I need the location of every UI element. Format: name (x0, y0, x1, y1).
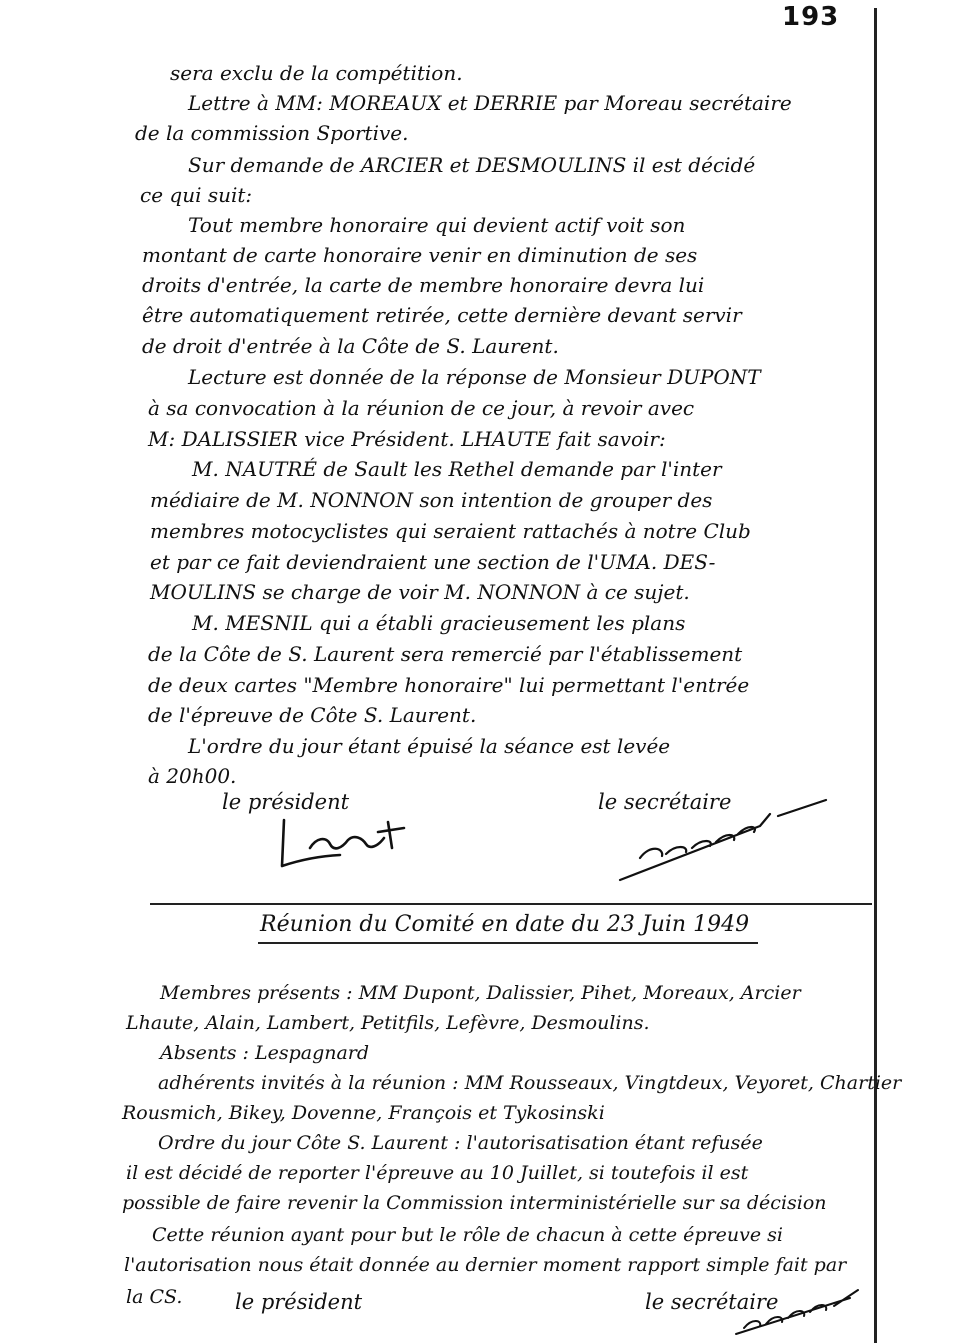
text-line: l'autorisation nous était donnée au dernier moment rapport simple fait par (124, 1254, 847, 1276)
text-line: Ordre du jour Côte S. Laurent : l'autorisatisation étant refusée (158, 1132, 763, 1154)
text-line: Sur demande de ARCIER et DESMOULINS il est décidé (188, 153, 756, 177)
secretary-label-lower: le secrétaire (645, 1290, 779, 1314)
text-line: possible de faire revenir la Commission interministérielle sur sa décision (122, 1192, 827, 1214)
text-line: et par ce fait deviendraient une section de l'UMA. DES- (150, 550, 716, 574)
text-line: de la commission Sportive. (135, 121, 409, 145)
text-line: Lecture est donnée de la réponse de Monsieur DUPONT (188, 365, 761, 389)
title-underline (258, 942, 758, 944)
text-line: montant de carte honoraire venir en diminution de ses (142, 243, 698, 267)
margin-rule (874, 8, 877, 1343)
text-line: à sa convocation à la réunion de ce jour, à revoir avec (148, 396, 695, 420)
text-line: Rousmich, Bikey, Dovenne, François et Tykosinski (122, 1102, 605, 1124)
page-number: 193 (782, 2, 840, 32)
text-line: Membres présents : MM Dupont, Dalissier, Pihet, Moreaux, Arcier (160, 982, 801, 1004)
text-line: Cette réunion ayant pour but le rôle de chacun à cette épreuve si (152, 1224, 783, 1246)
text-line: la CS. (126, 1286, 183, 1308)
text-line: de la Côte de S. Laurent sera remercié par l'établissement (148, 642, 743, 666)
president-label: le président (222, 790, 350, 814)
text-line: Lettre à MM: MOREAUX et DERRIE par Moreau secrétaire (188, 91, 792, 115)
secretary-label: le secrétaire (598, 790, 732, 814)
text-line: MOULINS se charge de voir M. NONNON à ce sujet. (150, 580, 690, 604)
president-label-lower: le président (235, 1290, 363, 1314)
text-line: il est décidé de reporter l'épreuve au 10 Juillet, si toutefois il est (126, 1162, 749, 1184)
minutes-title: Réunion du Comité en date du 23 Juin 1949 (260, 912, 750, 937)
text-line: médiaire de M. NONNON son intention de grouper des (150, 488, 713, 512)
text-line: M. MESNIL qui a établi gracieusement les plans (192, 611, 686, 635)
text-line: L'ordre du jour étant épuisé la séance est levée (188, 734, 671, 758)
text-line: de l'épreuve de Côte S. Laurent. (148, 703, 477, 727)
secretary-signature-image (610, 796, 840, 886)
text-line: à 20h00. (148, 764, 237, 788)
president-signature-image (270, 808, 430, 878)
text-line: Tout membre honoraire qui devient actif voit son (188, 213, 686, 237)
text-line: M. NAUTRÉ de Sault les Rethel demande par l'inter (192, 457, 722, 481)
text-line: de deux cartes "Membre honoraire" lui permettant l'entrée (148, 673, 750, 697)
text-line: Lhaute, Alain, Lambert, Petitfils, Lefèvre, Desmoulins. (126, 1012, 650, 1034)
text-line: adhérents invités à la réunion : MM Rousseaux, Vingtdeux, Veyoret, Chartier (158, 1072, 902, 1094)
text-line: être automatiquement retirée, cette dernière devant servir (142, 303, 742, 327)
text-line: M: DALISSIER vice Président. LHAUTE fait savoir: (148, 427, 666, 451)
text-line: Absents : Lespagnard (160, 1042, 370, 1064)
text-line: sera exclu de la compétition. (170, 61, 463, 85)
text-line: ce qui suit: (140, 183, 253, 207)
section-divider (150, 903, 872, 905)
text-line: droits d'entrée, la carte de membre honoraire devra lui (142, 273, 705, 297)
secretary-signature-lower-image (730, 1284, 865, 1340)
text-line: de droit d'entrée à la Côte de S. Laurent. (142, 334, 559, 358)
text-line: membres motocyclistes qui seraient rattachés à notre Club (150, 519, 751, 543)
